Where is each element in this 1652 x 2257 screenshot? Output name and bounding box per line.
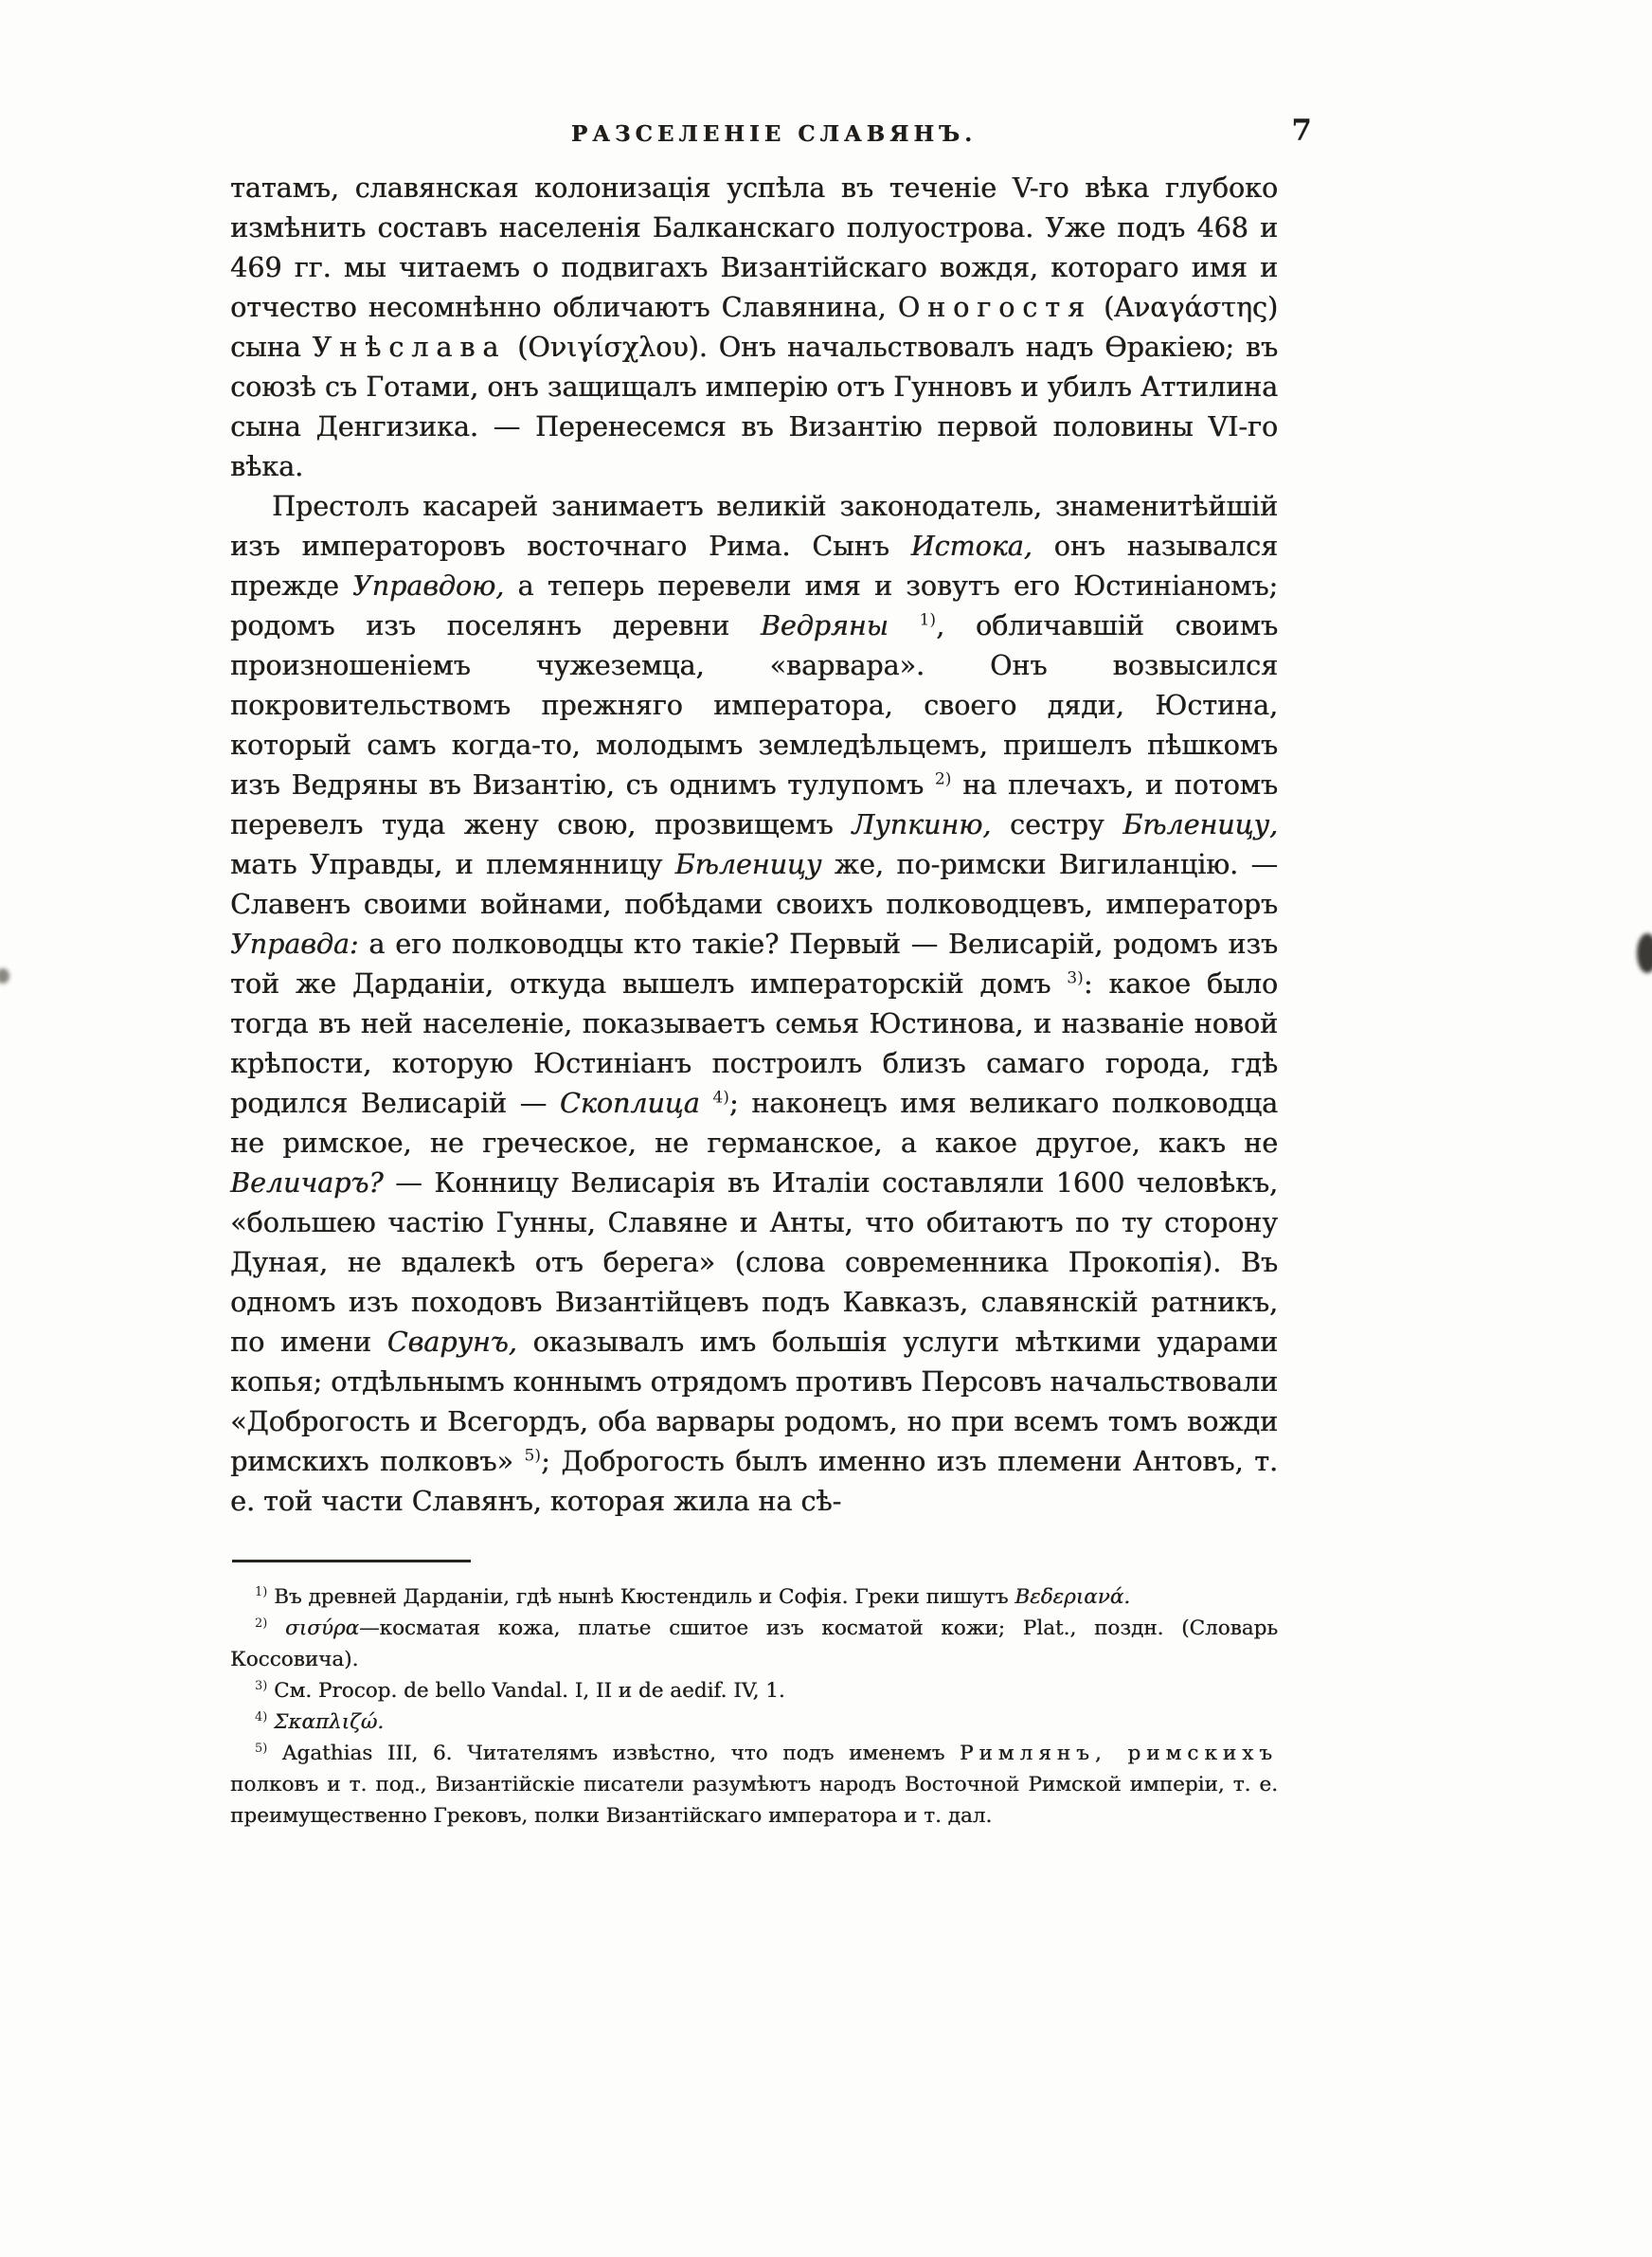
text-run: Agathias III, 6. Читателямъ извѣстно, что подъ именемъ xyxy=(267,1742,960,1765)
text-run: татамъ, славянская колонизація успѣла въ теченіе V-го вѣка глубоко измѣнить составъ населенія Балканскаго полуострова. Уже подъ 468 и 469 гг. мы читаемъ о подвигахъ Византійскаго вождя, котораго имя и отчество несомнѣнно обличаютъ Славянина, xyxy=(230,172,1278,323)
text-run: Престолъ касарей занимаетъ великій законодатель, знаменитѣйшій изъ императоровъ восточнаго Рима. Сынъ xyxy=(230,491,1278,562)
text-run: а теперь перевели имя и зовутъ его Юстиніаномъ; родомъ изъ поселянъ деревни xyxy=(230,570,1279,641)
footnote-reference: 4) xyxy=(255,1709,268,1724)
text-run: Римлянъ, римскихъ xyxy=(959,1742,1278,1765)
footnotes xyxy=(230,1581,1278,1832)
text-run: сестру xyxy=(991,809,1123,840)
text-run: Въ древней Дарданіи, гдѣ нынѣ Кюстендиль и Софія. Греки пишутъ xyxy=(267,1585,1015,1609)
text-run: Оногостя xyxy=(897,292,1092,323)
text-run: оказывалъ имъ большія услуги мѣткими ударами копья; отдѣльнымъ коннымъ отрядомъ противъ Персовъ начальствовали «Доброгость и Всегордъ, оба варвары родомъ, но при всемъ томъ вожди римскихъ полковъ» xyxy=(230,1327,1278,1477)
text-run: —косматая кожа, платье сшитое изъ косматой кожи; Plat., поздн. (Словарь Коссовича). xyxy=(230,1616,1278,1671)
paragraph xyxy=(230,487,1278,1522)
text-run: ; наконецъ имя великаго полководца не римское, не греческое, не германское, а какое другое, какъ не xyxy=(230,1088,1279,1159)
scan-artifact xyxy=(1637,933,1652,973)
footnote xyxy=(230,1738,1278,1832)
text-run: Управдою, xyxy=(352,570,505,602)
scan-artifact xyxy=(0,968,9,984)
text-run: См. Procop. de bello Vandal. I, II и de aedif. IV, 1. xyxy=(267,1679,785,1703)
text-run xyxy=(700,1088,713,1119)
text-run: , обличавшій своимъ произношеніемъ чужеземца, «варвара». Онъ возвысился покровительствомъ прежняго императора, своего дяди, Юстина, который самъ когда-то, молодымъ земледѣльцемъ, пришелъ пѣшкомъ изъ Ведряны въ Византію, съ однимъ тулупомъ xyxy=(230,610,1279,801)
text-run: полковъ и т. под., Византійскіе писатели разумѣютъ народъ Восточной Римской имперіи, т. е. преимущественно Грековъ, полки Византійскаго императора и т. дал. xyxy=(230,1773,1278,1828)
page-header xyxy=(230,114,1318,159)
text-run: Сварунъ, xyxy=(386,1327,517,1358)
footnote-reference: 2) xyxy=(255,1616,268,1631)
text-run xyxy=(267,1616,285,1640)
text-run: Бѣленицу xyxy=(674,849,822,880)
text-run: Ведряны xyxy=(760,610,889,641)
text-run: (Αναγάστης) сына xyxy=(230,292,1278,363)
text-run: — Конницу Велисарія въ Италіи составляли 1600 человѣкъ, «большею частію Гунны, Славяне и Анты, что обитаютъ по ту сторону Дуная, не вдалекѣ отъ берега» (слова современника Прокопія). Въ одномъ изъ походовъ Византійцевъ подъ Кавказъ, славянскій ратникъ, по имени xyxy=(230,1167,1278,1358)
text-run: Унѣслава xyxy=(312,332,507,363)
text-run: же, по-римски Вигиланцію. — Славенъ своими войнами, побѣдами своихъ полководцевъ, императоръ xyxy=(230,849,1278,920)
footnote xyxy=(230,1706,1278,1738)
text-run: Истока, xyxy=(910,531,1032,562)
footnote-reference: 3) xyxy=(1067,968,1084,988)
text-run: Σκαπλιζώ. xyxy=(274,1710,385,1734)
text-run: Бѣленицу, xyxy=(1122,809,1278,840)
text-run xyxy=(889,610,920,641)
text-block xyxy=(230,169,1278,1832)
footnote-reference: 4) xyxy=(712,1088,729,1108)
footnote-reference: 3) xyxy=(255,1678,268,1693)
text-run: Скоплица xyxy=(559,1088,700,1119)
footnote xyxy=(230,1675,1278,1706)
footnote-reference: 1) xyxy=(919,610,937,630)
text-run: на плечахъ, и потомъ перевелъ туда жену свою, прозвищемъ xyxy=(230,769,1278,840)
footnote-reference: 5) xyxy=(255,1741,268,1756)
text-run: Лупкиню, xyxy=(852,809,992,840)
text-run: Величаръ? xyxy=(230,1167,384,1199)
text-run: (Ονιγίσχλου). Онъ начальствовалъ надъ Ѳракіею; въ союзѣ съ Готами, онъ защищалъ имперію отъ Гунновъ и убилъ Аттилина сына Денгизика. — Перенесемся въ Византію первой половины VI-го вѣка. xyxy=(230,332,1278,482)
footnote xyxy=(230,1581,1278,1613)
footnote-reference: 2) xyxy=(934,769,952,789)
footnote-reference: 5) xyxy=(524,1446,542,1466)
text-run: а его полководцы кто такіе? Первый — Велисарій, родомъ изъ той же Дарданіи, откуда вышелъ императорскій домъ xyxy=(230,929,1278,1000)
footnote-reference: 1) xyxy=(255,1584,268,1599)
text-run: Βεδεριανά. xyxy=(1015,1585,1131,1609)
text-run: : какое было тогда въ ней населеніе, показываетъ семья Юстинова, и названіе новой крѣпости, которую Юстиніанъ построилъ близъ самаго города, гдѣ родился Велисарій — xyxy=(230,968,1279,1119)
running-title: РАЗСЕЛЕНІЕ СЛАВЯНЪ. xyxy=(570,121,978,147)
text-run: ; Доброгость былъ именно изъ племени Антовъ, т. е. той части Славянъ, которая жила на сѣ- xyxy=(230,1446,1278,1517)
text-run: Управда: xyxy=(230,929,359,960)
paragraph xyxy=(230,169,1278,487)
footnote xyxy=(230,1613,1278,1675)
page-number: 7 xyxy=(1291,114,1312,148)
text-run: онъ назывался прежде xyxy=(230,531,1278,602)
footnote-separator-rule xyxy=(232,1560,471,1562)
text-run: мать Управды, и племянницу xyxy=(230,849,675,880)
text-run: σισύρα xyxy=(285,1616,360,1640)
